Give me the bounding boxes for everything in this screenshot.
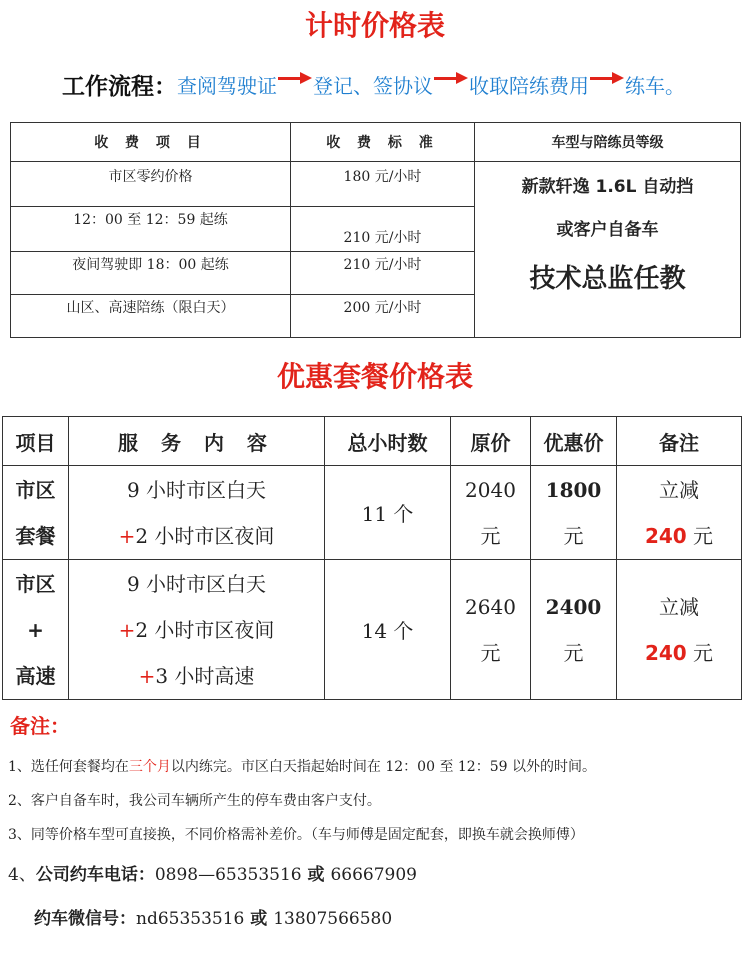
workflow-step-3: 收取陪练费用 xyxy=(469,73,589,98)
package-hours: 14 个 xyxy=(325,560,451,700)
header-item: 收 费 项 目 xyxy=(11,123,291,162)
package-remark xyxy=(617,560,742,700)
package-price-table xyxy=(2,416,742,700)
package-service xyxy=(69,560,325,700)
table-cell: 210 元/小时 xyxy=(291,207,475,252)
price-value: 2400 xyxy=(545,594,602,619)
car-option: 或客户自备车 xyxy=(556,220,659,240)
note-text: 或 xyxy=(301,865,331,885)
remark-unit: 元 xyxy=(686,523,714,548)
header-remarks: 备注 xyxy=(617,417,742,466)
header-service: 服 务 内 容 xyxy=(69,417,325,466)
note-text: 4、 xyxy=(8,865,36,885)
remark-amount xyxy=(617,513,741,559)
table-cell: 210 元/小时 xyxy=(291,252,475,295)
phone-number: 66667909 xyxy=(330,865,417,885)
price-unit: 元 xyxy=(480,640,501,665)
table-cell: 市区零约价格 xyxy=(11,162,291,207)
package-name xyxy=(3,560,69,700)
package-name xyxy=(3,466,69,560)
package-name-line: + xyxy=(27,617,44,642)
plus-sign: + xyxy=(118,523,136,548)
header-car-level: 车型与陪练员等级 xyxy=(475,123,741,162)
price-value: 1800 xyxy=(545,477,602,502)
price-unit: 元 xyxy=(563,640,584,665)
right-arrow-icon xyxy=(590,71,624,85)
original-price xyxy=(451,466,531,560)
service-text: 2 小时市区夜间 xyxy=(135,523,275,548)
service-line: 9 小时市区白天 xyxy=(126,571,267,596)
price-value: 2640 xyxy=(465,594,516,619)
header-price: 收 费 标 准 xyxy=(291,123,475,162)
note-1 xyxy=(8,756,596,776)
service-line xyxy=(69,513,324,559)
wechat-id: 13807566580 xyxy=(273,909,393,929)
note-2: 2、客户自备车时，我公司车辆所产生的停车费由客户支付。 xyxy=(8,793,381,809)
service-line xyxy=(69,653,324,699)
wechat-label: 约车微信号： xyxy=(34,909,136,929)
package-hours: 11 个 xyxy=(325,466,451,560)
car-model: 新款轩逸 1.6L 自动挡 xyxy=(521,177,694,197)
remark-unit: 元 xyxy=(686,640,714,665)
table-cell: 夜间驾驶即 18：00 起练 xyxy=(11,252,291,295)
workflow-step-1: 查阅驾驶证 xyxy=(177,73,277,98)
instructor-level: 技术总监任教 xyxy=(529,264,686,294)
package-name-line: 市区 xyxy=(15,571,56,596)
note-text: 或 xyxy=(244,909,274,929)
package-name-line: 高速 xyxy=(15,663,56,688)
note-text: 1、选任何套餐均在 xyxy=(8,759,129,775)
discount-price xyxy=(531,466,617,560)
package-service xyxy=(69,466,325,560)
service-line xyxy=(69,607,324,653)
right-arrow-icon xyxy=(278,71,312,85)
workflow-step-4: 练车。 xyxy=(625,73,685,98)
discount-amount: 240 xyxy=(644,523,687,548)
header-original-price: 原价 xyxy=(451,417,531,466)
note-4 xyxy=(8,860,417,885)
original-price xyxy=(451,560,531,700)
workflow xyxy=(62,68,685,100)
package-name-line: 市区 xyxy=(15,477,56,502)
header-hours: 总小时数 xyxy=(325,417,451,466)
note-highlight: 三个月 xyxy=(128,759,171,775)
wechat-id: nd65353516 xyxy=(136,909,245,929)
header-discount-price: 优惠价 xyxy=(531,417,617,466)
header-project: 项目 xyxy=(3,417,69,466)
price-unit: 元 xyxy=(563,523,584,548)
service-text: 3 小时高速 xyxy=(155,663,255,688)
service-line: 9 小时市区白天 xyxy=(126,477,267,502)
workflow-label: 工作流程： xyxy=(62,73,177,100)
phone-number: 0898—65353516 xyxy=(154,865,302,885)
remark-amount xyxy=(617,630,741,676)
right-arrow-icon xyxy=(434,71,468,85)
table-cell: 180 元/小时 xyxy=(291,162,475,207)
discount-price xyxy=(531,560,617,700)
notes-title: 备注： xyxy=(10,714,70,738)
price-value: 2040 xyxy=(465,477,516,502)
price-unit: 元 xyxy=(480,523,501,548)
table-cell: 山区、高速陪练（限白天） xyxy=(11,295,291,338)
service-text: 2 小时市区夜间 xyxy=(135,617,275,642)
note-5 xyxy=(34,904,392,929)
remark-text: 立减 xyxy=(659,594,699,619)
workflow-step-2: 登记、签协议 xyxy=(313,73,433,98)
plus-sign: + xyxy=(138,663,156,688)
remark-text: 立减 xyxy=(659,477,699,502)
table-cell: 12：00 至 12：59 起练 xyxy=(11,207,291,252)
hourly-price-table xyxy=(10,122,741,338)
plus-sign: + xyxy=(118,617,136,642)
note-3: 3、同等价格车型可直接换，不同价格需补差价。（车与师傅是固定配套，即换车就会换师傅） xyxy=(8,827,584,843)
phone-label: 公司约车电话： xyxy=(35,865,155,885)
package-title: 优惠套餐价格表 xyxy=(276,360,473,393)
package-name-line: 套餐 xyxy=(15,523,56,548)
car-level-cell xyxy=(475,162,741,338)
page-title: 计时价格表 xyxy=(304,9,445,42)
note-text: 以内练完。市区白天指起始时间在 12：00 至 12：59 以外的时间。 xyxy=(170,759,596,775)
package-remark xyxy=(617,466,742,560)
discount-amount: 240 xyxy=(644,640,687,665)
table-cell: 200 元/小时 xyxy=(291,295,475,338)
